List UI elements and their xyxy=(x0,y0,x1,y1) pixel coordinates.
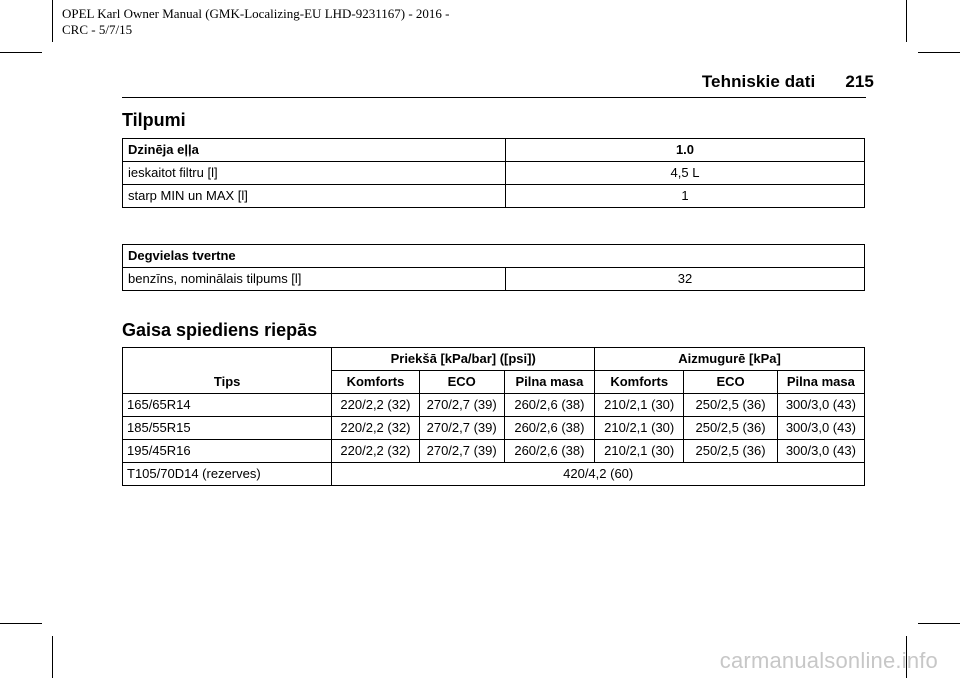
subheader: ECO xyxy=(684,371,777,394)
pressure-cell: 220/2,2 (32) xyxy=(332,440,419,463)
crop-mark xyxy=(0,52,42,53)
pressure-cell: 210/2,1 (30) xyxy=(595,440,684,463)
pressure-cell: 300/3,0 (43) xyxy=(777,394,864,417)
pressure-cell: 250/2,5 (36) xyxy=(684,394,777,417)
section-title-volumes: Tilpumi xyxy=(122,110,186,130)
tyre-type: T105/70D14 (rezerves) xyxy=(123,463,332,486)
group-front: Priekšā [kPa/bar] ([psi]) xyxy=(332,348,595,371)
pressure-cell: 210/2,1 (30) xyxy=(595,417,684,440)
oil-row-label: starp MIN un MAX [l] xyxy=(123,185,506,208)
oil-capacity-table xyxy=(122,138,865,208)
section-title-tyre-pressure: Gaisa spiediens riepās xyxy=(122,320,318,340)
print-header-note xyxy=(62,6,450,38)
table-row xyxy=(123,417,865,440)
fuel-header: Degvielas tvertne xyxy=(123,245,865,268)
print-header-line-1: OPEL Karl Owner Manual (GMK-Localizing-EU LHD-9231167) - 2016 - xyxy=(62,6,450,21)
pressure-cell: 270/2,7 (39) xyxy=(419,417,504,440)
oil-row-value: 1 xyxy=(506,185,865,208)
table-row xyxy=(123,440,865,463)
crop-mark xyxy=(906,0,907,42)
crop-mark xyxy=(918,623,960,624)
pressure-cell: 260/2,6 (38) xyxy=(504,440,594,463)
pressure-cell: 260/2,6 (38) xyxy=(504,394,594,417)
oil-header-label: Dzinēja eļļa xyxy=(123,139,506,162)
watermark: carmanualsonline.info xyxy=(719,648,938,673)
table-header-row xyxy=(123,245,865,268)
crop-mark xyxy=(918,52,960,53)
pressure-cell: 250/2,5 (36) xyxy=(684,417,777,440)
table-header-row xyxy=(123,139,865,162)
crop-mark xyxy=(52,0,53,42)
oil-row-value: 4,5 L xyxy=(506,162,865,185)
col-tips: Tips xyxy=(123,348,332,394)
oil-header-engine: 1.0 xyxy=(506,139,865,162)
spare-pressure-cell: 420/4,2 (60) xyxy=(332,463,865,486)
crop-mark xyxy=(52,636,53,678)
pressure-cell: 260/2,6 (38) xyxy=(504,417,594,440)
pressure-cell: 220/2,2 (32) xyxy=(332,417,419,440)
tyre-type: 195/45R16 xyxy=(123,440,332,463)
subheader: ECO xyxy=(419,371,504,394)
chapter-title: Tehniskie dati xyxy=(701,72,816,91)
table-row-spare xyxy=(123,463,865,486)
pressure-cell: 300/3,0 (43) xyxy=(777,440,864,463)
header-rule xyxy=(122,97,866,98)
subheader: Komforts xyxy=(332,371,419,394)
tyre-pressure-table xyxy=(122,347,865,486)
pressure-cell: 210/2,1 (30) xyxy=(595,394,684,417)
table-row xyxy=(123,185,865,208)
table-header-row xyxy=(123,348,865,371)
tyre-type: 165/65R14 xyxy=(123,394,332,417)
subheader: Pilna masa xyxy=(777,371,864,394)
fuel-tank-table xyxy=(122,244,865,291)
page-number: 215 xyxy=(845,72,874,91)
pressure-cell: 270/2,7 (39) xyxy=(419,394,504,417)
oil-row-label: ieskaitot filtru [l] xyxy=(123,162,506,185)
table-row xyxy=(123,162,865,185)
table-row xyxy=(123,268,865,291)
pressure-cell: 300/3,0 (43) xyxy=(777,417,864,440)
pressure-cell: 220/2,2 (32) xyxy=(332,394,419,417)
group-rear: Aizmugurē [kPa] xyxy=(595,348,865,371)
pressure-cell: 270/2,7 (39) xyxy=(419,440,504,463)
running-head xyxy=(702,72,874,92)
crop-mark xyxy=(0,623,42,624)
print-header-line-2: CRC - 5/7/15 xyxy=(62,22,133,37)
fuel-row-value: 32 xyxy=(506,268,865,291)
tyre-type: 185/55R15 xyxy=(123,417,332,440)
subheader: Pilna masa xyxy=(504,371,594,394)
pressure-cell: 250/2,5 (36) xyxy=(684,440,777,463)
table-row xyxy=(123,394,865,417)
subheader: Komforts xyxy=(595,371,684,394)
fuel-row-label: benzīns, nominālais tilpums [l] xyxy=(123,268,506,291)
